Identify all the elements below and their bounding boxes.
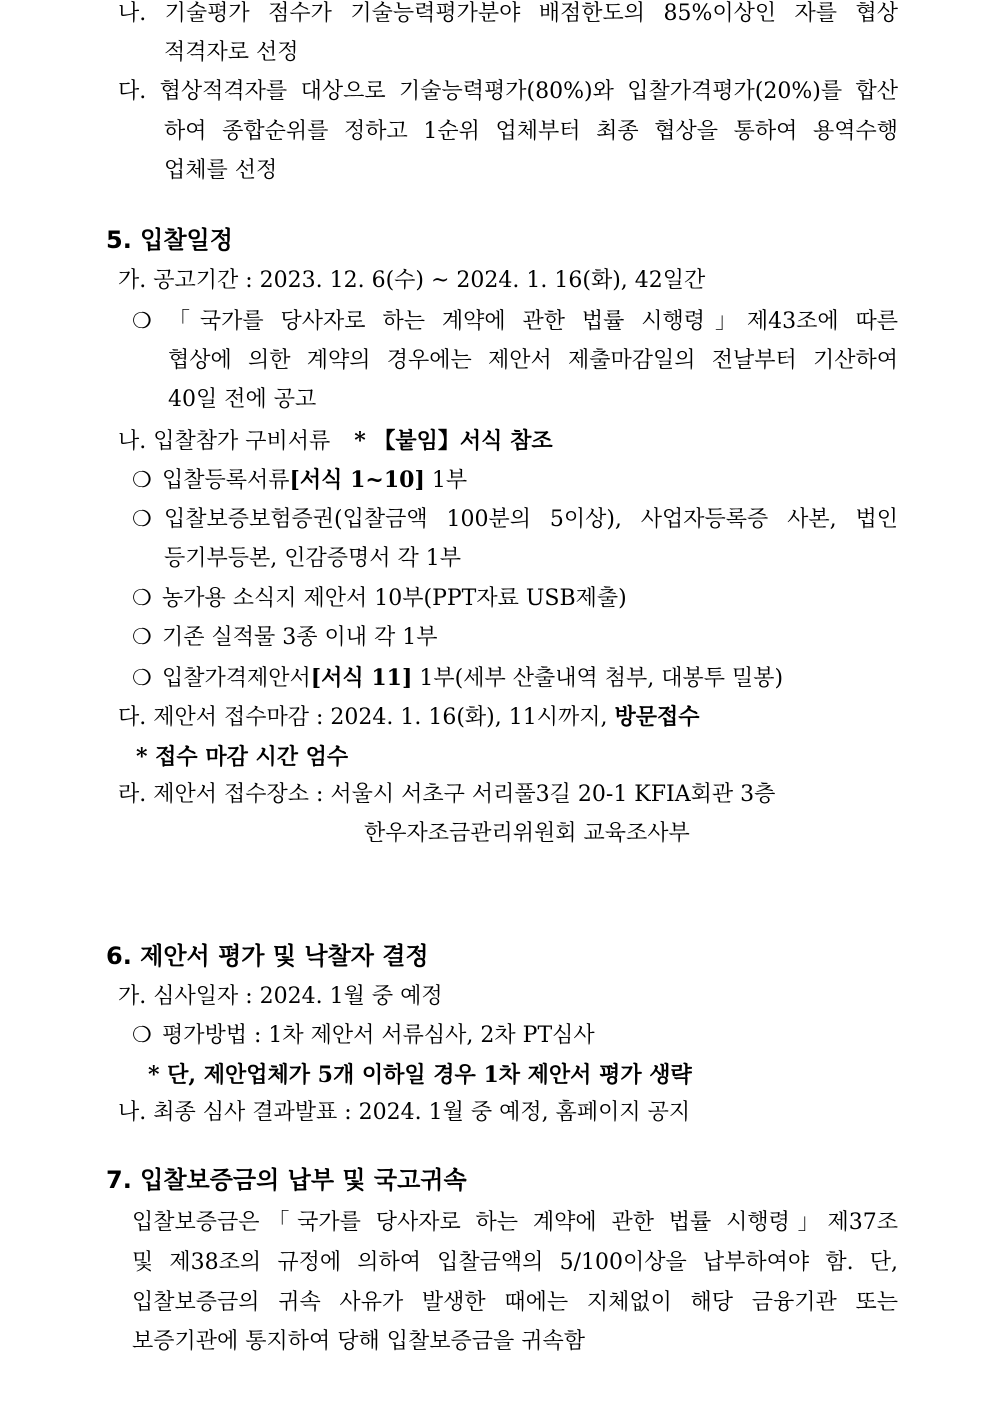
s5-bullet-1: ❍ 입찰등록서류[서식 1~10] 1부 [132,467,468,493]
s6-ga-note: * 단, 제안업체가 5개 이하일 경우 1차 제안서 평가 생략 [148,1062,692,1088]
circle-bullet-icon: ❍ [132,1023,152,1048]
s5-ga-bullet-line2: 협상에 의한 계약의 경우에는 제안서 제출마감일의 전날부터 기산하여 [168,348,898,373]
item-da-line1: 다. 협상적격자를 대상으로 기술능력평가(80%)와 입찰가격평가(20%)를 합산 [118,79,898,104]
s6-ga: 가. 심사일자 : 2024. 1월 중 예정 [118,984,443,1009]
s5-bullet-4: ❍ 기존 실적물 3종 이내 각 1부 [132,625,438,650]
s5-bullet-2-line1: ❍ 입찰보증보험증권(입찰금액 100분의 5이상), 사업자등록증 사본, 법인 [132,507,898,532]
s5-da-note: * 접수 마감 시간 엄수 [136,744,349,770]
item-na-line2: 적격자로 선정 [164,40,299,65]
s7-body-line1: 입찰보증금은「국가를 당사자로 하는 계약에 관한 법률 시행령」제37조 [132,1210,898,1235]
circle-bullet-icon: ❍ [132,586,152,611]
item-da-line2: 하여 종합순위를 정하고 1순위 업체부터 최종 협상을 통하여 용역수행 [164,119,898,144]
s5-na-note: * 【붙임】서식 참조 [354,428,553,454]
s5-ra-line2: 한우자조금관리위원회 교육조사부 [364,821,690,846]
circle-bullet-icon: ❍ [132,507,152,532]
s5-bullet-2-line2: 등기부등본, 인감증명서 각 1부 [164,546,461,571]
circle-bullet-icon: ❍ [132,666,152,691]
s6-na: 나. 최종 심사 결과발표 : 2024. 1월 중 예정, 홈페이지 공지 [118,1100,691,1125]
s5-ra: 라. 제안서 접수장소 : 서울시 서초구 서리풀3길 20-1 KFIA회관 3층 [118,782,776,807]
s5-ga-bullet-line3: 40일 전에 공고 [168,387,317,412]
item-da-line3: 업체를 선정 [164,158,278,183]
s5-ga: 가. 공고기간 : 2023. 12. 6(수) ~ 2024. 1. 16(화), 42일간 [118,268,706,293]
circle-bullet-icon: ❍ [132,625,152,650]
s5-ga-bullet-line1: ❍ 「국가를 당사자로 하는 계약에 관한 법률 시행령」제43조에 따른 [132,309,898,334]
circle-bullet-icon: ❍ [132,309,152,334]
s7-body-line3: 입찰보증금의 귀속 사유가 발생한 때에는 지체없이 해당 금융기관 또는 [132,1290,898,1315]
s7-body-line2: 및 제38조의 규정에 의하여 입찰금액의 5/100이상을 납부하여야 함. 단, [132,1250,898,1275]
s5-da: 다. 제안서 접수마감 : 2024. 1. 16(화), 11시까지, 방문접수 [118,704,700,730]
item-na-line1: 나. 기술평가 점수가 기술능력평가분야 배점한도의 85%이상인 자를 협상 [118,1,898,26]
s5-bullet-5: ❍ 입찰가격제안서[서식 11] 1부(세부 산출내역 첨부, 대봉투 밀봉) [132,665,784,691]
s5-bullet-3: ❍ 농가용 소식지 제안서 10부(PPT자료 USB제출) [132,586,627,611]
s6-ga-bullet: ❍ 평가방법 : 1차 제안서 서류심사, 2차 PT심사 [132,1023,595,1048]
section-7-heading: 7. 입찰보증금의 납부 및 국고귀속 [106,1166,467,1194]
section-5-heading: 5. 입찰일정 [106,226,233,254]
s5-na: 나. 입찰참가 구비서류 * 【붙임】서식 참조 [118,428,553,454]
circle-bullet-icon: ❍ [132,468,152,493]
s7-body-line4: 보증기관에 통지하여 당해 입찰보증금을 귀속함 [132,1329,586,1354]
section-6-heading: 6. 제안서 평가 및 낙찰자 결정 [106,942,429,970]
